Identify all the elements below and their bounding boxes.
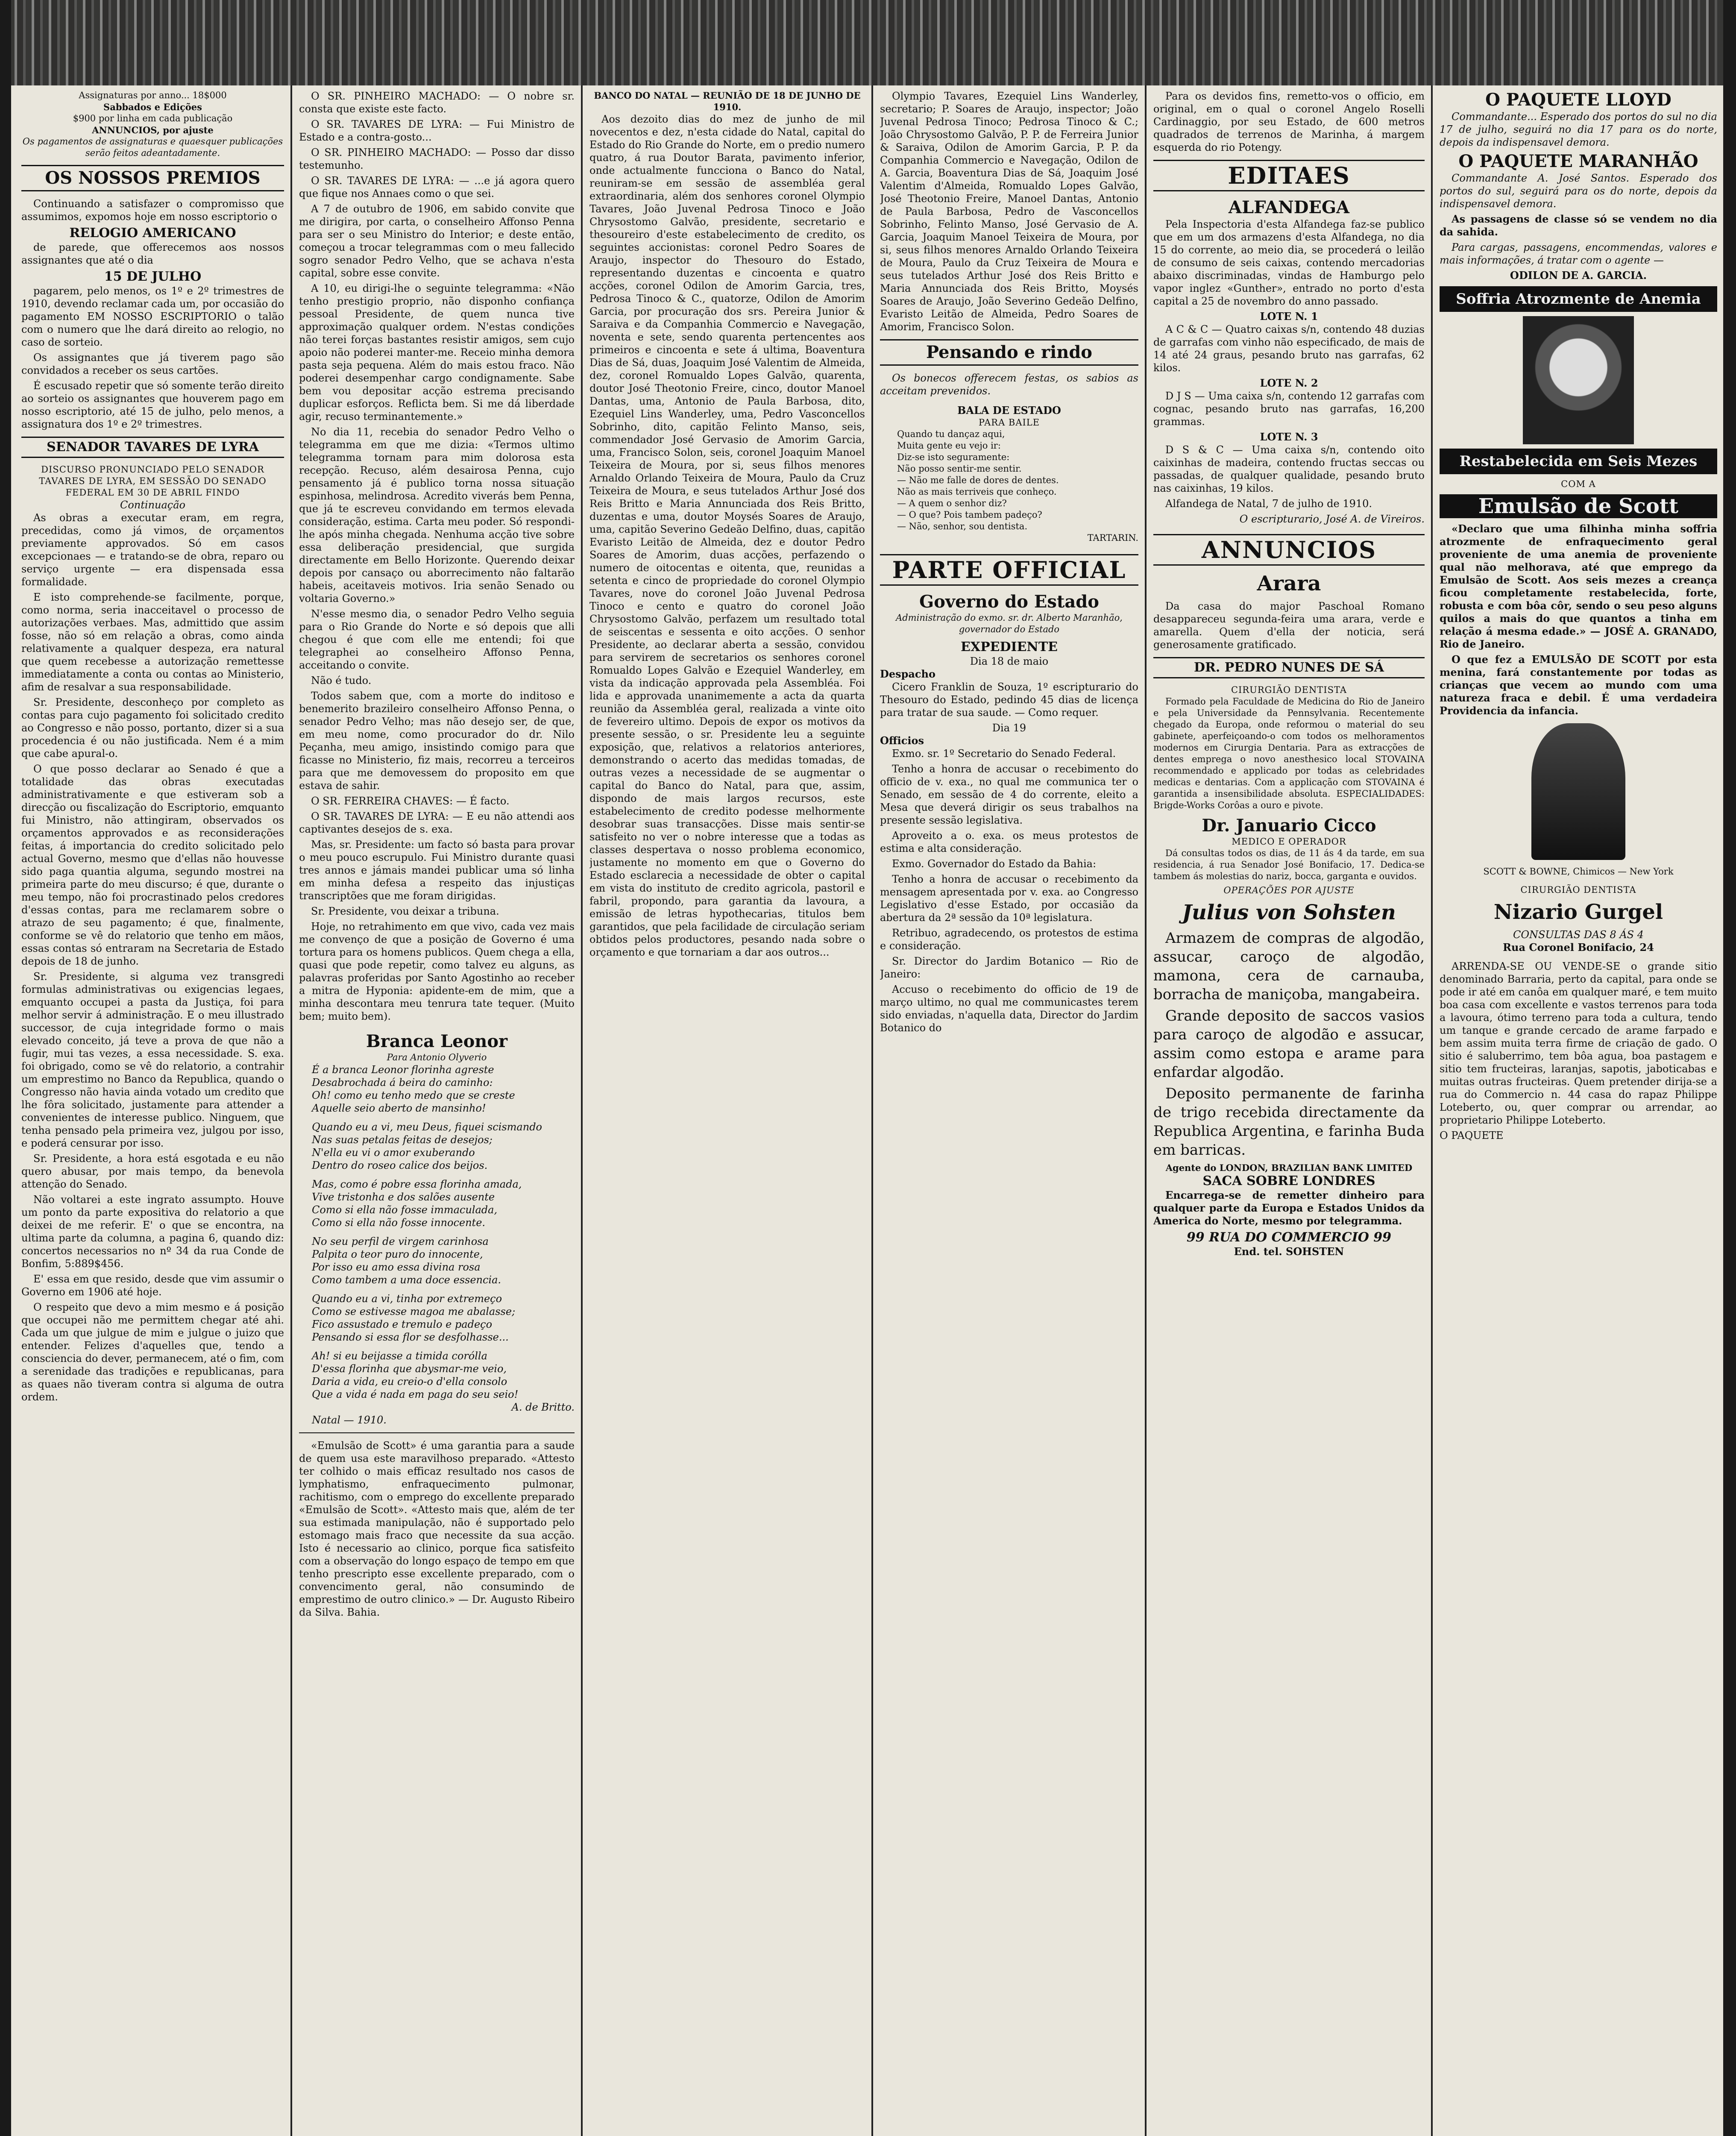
gurgel-address: Rua Coronel Bonifacio, 24 [1503, 941, 1654, 954]
emulsion-banner: Soffria Atrozmente de Anemia [1440, 286, 1717, 312]
column-4 [880, 90, 1138, 2136]
paquete-text: Commandante A. José Santos. Esperado dos portos do sul, seguirá para os do norte, depois da indispensavel demora. [1440, 172, 1717, 210]
expediente-title: EXPEDIENTE [960, 640, 1058, 654]
lot-label: LOTE N. 1 [1260, 310, 1318, 323]
subscription-line-3: $900 por linha em cada publicação [73, 113, 233, 123]
poem-line: Ah! si eu beijasse a timida corólla [312, 1350, 487, 1362]
poem-line: É a branca Leonor florinha agreste [312, 1064, 494, 1076]
agent-line: Agente do LONDON, BRAZILIAN BANK LIMITED [1165, 1162, 1413, 1173]
minutes-header: BANCO DO NATAL — REUNIÃO DE 18 DE JUNHO DE 1910. [594, 90, 861, 112]
bala-line: — O que? Pois tambem padeço? [897, 510, 1042, 520]
paragraph: O SR. PINHEIRO MACHADO: — Posso dar disso testemunho. [299, 147, 575, 171]
paragraph: N'esse mesmo dia, o senador Pedro Velho seguia para o Rio Grande do Norte e só depois que alli chegou é que com elle me entendi; foi que telegraphei ao conselheiro Affonso Penna, acceitando o convite. [299, 608, 575, 671]
poem-line: Palpita o teor puro do innocente, [312, 1248, 483, 1260]
poem-line: Fico assustado e tremulo e padeço [312, 1318, 493, 1330]
scan-border-right [1723, 0, 1736, 2136]
poem-line: Pensando si essa flor se desfolhasse... [312, 1331, 509, 1343]
date-label: Dia 19 [992, 722, 1026, 734]
column-rule [581, 85, 583, 2136]
poem-line: Quando eu a vi, meu Deus, fiquei scismando [312, 1121, 542, 1133]
telegraph-address: End. tel. SOHSTEN [1234, 1245, 1344, 1258]
premios-text: Continuando a satisfazer o compromisso que assumimos, expomos hoje em nosso escriptorio o [21, 198, 284, 223]
poem-line: No seu perfil de virgem carinhosa [312, 1235, 489, 1247]
operacoes-line: OPERAÇÕES POR AJUSTE [1223, 885, 1355, 895]
arrenda-ad: ARRENDA-SE OU VENDE-SE o grande sitio denominado Barraria, perto da capital, para onde se pode ir até em canôa em qualquer maré, e tem muito boa casa com excellente e vastos terrenos para toda a lavoura, ótimo terreno para toda a cultura, tendo um tanque e grande cercado de arame farpado e bem assim muita terra firme de criação de gado. O sitio é saluberrimo, tem bôa agua, boa pastagem e sitio tem fructeiras, laranjas, sapotis, jaboticabas e muitas outras fructeiras. Quem pretender dirija-se a rua do Commercio n. 44 casa do rapaz Philippe Loteberto, ou, quer comprar ou arrendar, ao proprietario Philippe Loteberto. [1440, 960, 1717, 1126]
premios-title: OS NOSSOS PREMIOS [45, 168, 261, 188]
poem-body [299, 1063, 575, 1426]
julius-item: Deposito permanente de farinha de trigo recebida directamente da Republica Argentina, e farinha Buda em barricas. [1153, 1085, 1425, 1159]
bala-title: BALA DE ESTADO [957, 404, 1061, 417]
paragraph: Mas, sr. Presidente: um facto só basta para provar o meu pouco escrupulo. Fui Ministro durante quasi tres annos e jámais mandei publicar uma só linha em minha defesa a respeito das injustiças transcriptões que me foram dirigidas. [299, 839, 575, 902]
arara-title: Arara [1257, 572, 1321, 596]
extra-text-2: É escusado repetir que só somente terão direito ao sorteio os assignantes que houverem pago em nosso escriptorio, até 15 de julho, pelo menos, a assignatura dos 1º e 2º trimestres. [21, 380, 284, 430]
arara-text: Da casa do major Paschoal Romano desappareceu segunda-feira uma arara, verde e amarella. Quem d'ella der noticia, será generosamente gratificado. [1153, 600, 1425, 651]
relogio-title: RELOGIO AMERICANO [69, 226, 236, 241]
officio-paragraph: Accuso o recebimento do officio de 19 de março ultimo, no qual me communicastes terem sido enviadas, n'aquella data, Director do Jardim Botanico do [880, 983, 1138, 1034]
officio-paragraph: Exmo. Governador do Estado da Bahia: [892, 858, 1097, 870]
newspaper-masthead-band [0, 0, 1736, 85]
bala-line: Quando tu dançaz aqui, [897, 429, 1005, 439]
administration-line: Administração do exmo. sr. dr. Alberto Maranhão, governador do Estado [896, 613, 1123, 634]
dentist-text: Formado pela Faculdade de Medicina do Rio de Janeiro e pela Universidade da Pennsylvania. Recentemente chegado da Europa, onde reformou o material do seu gabinete, aperfeiçoando-o com todos os melhoramentos modernos em Cirurgia Dentaria. Para as extracções de dentes emprega o novo anesthesico local STOVAINA recommendado e applicado por todas as celebridades medicas e dentarias. Com a applicação com STOVAINA é garantida a insensibilidade absoluta. ESPECIALIDADES: Brigde-Works Corôas a ouro e pivote. [1153, 696, 1425, 810]
bala-line: — Não, senhor, sou dentista. [897, 521, 1028, 531]
paragraph: E' essa em que resido, desde que vim assumir o Governo em 1906 até hoje. [21, 1273, 284, 1298]
date-label: Dia 18 de maio [970, 655, 1049, 667]
alfandega-text: Pela Inspectoria d'esta Alfandega faz-se publico que em um dos armazens d'esta Alfandega, no dia 15 do corrente, ao meio dia, se procederá o leilão de consumo de seis caixas, contendo mercadorias abaixo discriminadas, vindas de Hamburgo pelo vapor inglez «Gunther», entrado no porto d'esta capital a 25 de novembro do anno passado. [1153, 218, 1425, 307]
poem-line: D'essa florinha que abysmar-me veio, [312, 1363, 507, 1375]
emulsion-brand: Emulsão de Scott [1440, 494, 1717, 518]
officio-paragraph: Retribuo, agradecendo, os protestos de estima e consideração. [880, 927, 1138, 952]
poem-signature: A. de Britto. [511, 1401, 575, 1413]
cicco-role: MEDICO E OPERADOR [1232, 836, 1346, 847]
section-title: SENADOR TAVARES DE LYRA [47, 440, 259, 455]
speech-heading: DISCURSO PRONUNCIADO PELO SENADOR TAVARES DE LYRA, EM SESSÃO DO SENADO FEDERAL EM 30 DE ABRIL FINDO [39, 464, 267, 498]
parte-official-title: PARTE OFFICIAL [892, 556, 1126, 584]
paragraph: Não é tudo. [311, 675, 372, 687]
officio-paragraph: Tenho a honra de accusar o recebimento do officio de v. exa., no qual me communica ter o Senado, em sessão de 4 do corrente, eleito a Mesa que deverá dirigir os seus trabalhos na presente sessão legislativa. [880, 763, 1138, 826]
poem-dedication: Para Antonio Olyverio [387, 1052, 487, 1062]
lot-label: LOTE N. 2 [1260, 377, 1318, 389]
paquete-text: Commandante... Esperado dos portos do sul no dia 17 de julho, seguirá no dia 17 para os do norte, depois da indispensavel demora. [1440, 111, 1717, 148]
editaes-title: EDITAES [1228, 162, 1350, 189]
paragraph: O SR. TAVARES DE LYRA: — Fui Ministro de Estado e a contra-gosto... [299, 118, 575, 143]
poem-line: Aquelle seio aberto de mansinho! [312, 1102, 486, 1114]
paragraph: O SR. TAVARES DE LYRA: — E eu não attendi aos captivantes desejos de s. exa. [299, 810, 575, 835]
girl-portrait-illustration [1523, 316, 1634, 444]
paragraph: O respeito que devo a mim mesmo e á posição que occupei não me permittem chegar até ahi. Cada um que julgue de mim e julgue o juizo que entender. Felizes d'aquelles que, tendo a consciencia do dever, permanecem, até o fim, com a serenidade das tradições e republicanas, para as quaes não tiveram contra si alguma de outra ordem. [21, 1301, 284, 1403]
julius-title: Julius von Sohsten [1182, 901, 1396, 924]
paragraph: Para os devidos fins, remetto-vos o officio, em original, em o qual o coronel Angelo Roselli Cardinaggio, por seu Estado, de 600 metros quadrados de terrenos de Marinha, á margem esquerda do rio Potengy. [1153, 90, 1425, 153]
officio-paragraph: Tenho a honra de accusar o recebimento da mensagem apresentada por v. exa. ao Congresso Legislativo d'esse Estado, por occasião da abertura da 2ª sessão da 10ª legislatura. [880, 873, 1138, 924]
scott-testimonial: «Emulsão de Scott» é uma garantia para a saude de quem usa este maravilhoso preparado. «Attesto ter colhido o mais efficaz resultado nos casos de lymphatismo, enfraquecimento pulmonar, rachitismo, com o emprego do excellente preparado «Emulsão de Scott». «Attesto mais que, além de ter sua estimada manipulação, não é supportado pelo estomago mais fraco que necessite da sua acção. Isto é necessario ao clinico, porque fica satisfeito com a observação do longo espaço de tempo em que tenho prescripto esse excellente preparado, com o convencimento geral, não consumindo de emprestimo de outro clinico.» — Dr. Augusto Ribeiro da Silva. Bahia. [299, 1440, 575, 1618]
alfandega-title: ALFANDEGA [1228, 197, 1350, 217]
paragraph: Sr. Presidente, desconheço por completo as contas para cujo pagamento foi solicitado credito ao Congresso e não posso, portanto, dizer si a sua procedencia é ou não justificada. Nem é a mim que cabe apural-o. [21, 696, 284, 760]
governo-title: Governo do Estado [919, 592, 1099, 612]
column-rule [290, 85, 292, 2136]
bala-line: Não as mais terriveis que conheço. [897, 487, 1057, 497]
scan-border-left [0, 0, 11, 2136]
poem-line: Como si ella não fosse innocente. [312, 1217, 486, 1229]
bala-line: Muita gente eu vejo ir: [897, 440, 1001, 451]
escripturario-signature: O escripturario, José A. de Vireiros. [1239, 513, 1425, 525]
passagens-note: As passagens de classe só se vendem no dia da sahida. [1440, 213, 1717, 238]
julius-item: Armazem de compras de algodão, assucar, caroço de algodão, mamona, cera de carnauba, borracha de maniçoba, mangabeira. [1153, 930, 1425, 1003]
subscription-line-4: ANNUNCIOS, por ajuste [92, 125, 214, 135]
relogio-text: de parede, que offerecemos aos nossos assignantes que até o dia [21, 241, 284, 266]
lot-text: A C & C — Quatro caixas s/n, contendo 48 duzias de garrafas com vinho não especificado, de mais de 14 até 24 graus, pesando bruto nas garrafas, 62 kilos. [1153, 323, 1425, 374]
poem-title: Branca Leonor [366, 1031, 508, 1051]
cicco-name: Dr. Januario Cicco [1202, 816, 1376, 836]
paragraph: O SR. TAVARES DE LYRA: — ...e já agora quero que fique nos Annaes como o que sei. [299, 175, 575, 200]
bala-line: — A quem o senhor diz? [897, 498, 1007, 508]
column-rule [1431, 85, 1433, 2136]
poem-line: Que a vida é nada em paga do seu seio! [312, 1388, 519, 1400]
paragraph: Todos sabem que, com a morte do inditoso e benemerito brazileiro conselheiro Affonso Penna, o senador Pedro Velho; mas não desejo ser, de que, em meu nome, como procurador do dr. Nilo Peçanha, meu amigo, insistindo comigo para que ficasse no Ministerio, fiz mais, recorreu a terceiros para que me demovessem do proposito em que estava de sahir. [299, 690, 575, 792]
poem-line: Mas, como é pobre essa florinha amada, [312, 1178, 522, 1190]
gurgel-role: CIRURGIÃO DENTISTA [1520, 885, 1636, 895]
pensando-title: Pensando e rindo [926, 342, 1092, 362]
payment-text: pagarem, pelo menos, os 1º e 2º trimestres de 1910, devendo reclamar cada um, por occasião do pagamento EM NOSSO ESCRIPTORIO o talão com o numero que lhe dará direito ao relogio, no caso de sorteio. [21, 285, 284, 348]
officios-title: Officios [880, 734, 924, 747]
paragraph: Sr. Presidente, si alguma vez transgredi formulas administrativas ou exigencias legaes, emquanto occupei a pasta da Justiça, foi para melhor servir á administração. E o meu illustrado successor, de cuja integridade formo o mais elevado conceito, já teve a prova de que não a fugir, mui tas vezes, a essa necessidade. S. exa. foi obrigado, como se vê do relatorio, a contrahir um emprestimo no Banco da Republica, quando o Congresso não havia ainda votado um credito que lhe fôra solicitado, justamente para attender a convenientes de interesse publico. Ninguem, que tenha pensado pela primeira vez, julgou por isso, e poderá censurar por isso. [21, 971, 284, 1149]
saca-text: Encarrega-se de remetter dinheiro para qualquer parte da Europa e Estados Unidos da America do Norte, mesmo por telegramma. [1153, 1189, 1425, 1227]
paragraph: Olympio Tavares, Ezequiel Lins Wanderley, secretario; P. Soares de Araujo, inspector; João Juvenal Pedrosa Tinoco; Pedrosa Tinoco & C.; João Chrysostomo Galvão, P. P. de Ferreira Junior & Saraiva, Odilon de Amorim Garcia, P. P. da Companhia Commercio e Navegação, Odilon de A. Garcia, Boaventura Dias de Sá, Joaquim José Valentim d'Almeida, Romualdo Lopes Galvão, José Theotonio Freire, Manoel Dantas, Antonio de Paula Barbosa, Pedro de Vasconcellos Sobrinho, Felinto Manso, José Gervasio de A. Garcia, Joaquim Manoel Teixeira de Moura, por si, seus filhos menores Arnaldo Orlando Teixeira de Moura, Paulo da Cruz Teixeira de Moura e seus tutelados Arthur José dos Reis Britto e Maria Annunciada dos Reis Britto, Moysés Soares de Araujo, João Severino Gedeão Delfino, Evaristo Leitão de Almeida, Pedro Soares de Amorim, Francisco Solon. [880, 90, 1138, 333]
column-3 [589, 90, 865, 2136]
column-6 [1440, 90, 1717, 2136]
poem-line: Dentro do roseo calice dos beijos. [312, 1159, 488, 1171]
column-1 [21, 90, 284, 2136]
despacho-title: Despacho [880, 668, 935, 680]
paragraph: Não voltarei a este ingrato assumpto. Houve um ponto da parte expositiva do relatorio a que deixei de me referir. E' o que se encontra, na ultima parte da columna, a pagina 6, quando diz: concertos necessarios no nº 34 da rua Conde de Bonfim, 5:889$456. [21, 1194, 284, 1270]
poem-line: Daria a vida, eu creio-o d'ella consolo [312, 1376, 507, 1388]
bala-line: Não posso sentir-me sentir. [897, 464, 1022, 474]
paquete-title: O PAQUETE MARANHÃO [1458, 151, 1698, 171]
emulsion-claim: O que fez a EMULSÃO DE SCOTT por esta menina, fará constantemente por todas as crianças que vecem ao mundo com uma natureza fraca e debil. É uma verdadeira Providencia da infancia. [1440, 653, 1717, 717]
paragraph: O SR. FERREIRA CHAVES: — É facto. [311, 795, 510, 807]
annuncios-title: ANNUNCIOS [1201, 536, 1377, 563]
cicco-text: Dá consultas todos os dias, de 11 ás 4 da tarde, em sua residencia, á rua Senador José Bonifacio, 17. Dedica-se tambem ás molestias do nariz, bocca, garganta e ouvidos. [1153, 848, 1425, 881]
gurgel-hours: CONSULTAS DAS 8 ÁS 4 [1513, 929, 1644, 941]
pensando-intro: Os bonecos offerecem festas, os sabios as acceitam prevenidos. [880, 372, 1138, 397]
fisherman-trademark-illustration [1531, 723, 1625, 860]
emulsion-testimonial: «Declaro que uma filhinha minha soffria atrozmente de enfraquecimento geral proveniente de uma anemia de proveniente qual não melhorava, até que emprego da Emulsão de Scott. Aos seis mezes a creança ficou completamente restabelecida, forte, robusta e com bôa côr, sendo o seu peso alguns quilos a mais do que quantos a tinha em relação á mesma edade.» — JOSÉ A. GRANADO, Rio de Janeiro. [1440, 522, 1717, 650]
alfandega-date: Alfandega de Natal, 7 de julho de 1910. [1165, 498, 1372, 510]
despacho-text: Cicero Franklin de Souza, 1º escripturario do Thesouro do Estado, pedindo 45 dias de licença para tratar de sua saude. — Como requer. [880, 681, 1138, 719]
poem-line: Quando eu a vi, tinha por extremeço [312, 1293, 502, 1305]
poem-line: Vive tristonha e dos salões ausente [312, 1191, 495, 1203]
bala-verse [880, 428, 1138, 532]
column-2 [299, 90, 575, 2136]
lot-text: D S & C — Uma caixa s/n, contendo oito caixinhas de madeira, contendo fructas seccas ou passadas, de qualquer qualidade, pesando bruto nas caixinhas, 19 kilos. [1153, 444, 1425, 494]
bala-signature: TARTARIN. [1087, 533, 1138, 543]
paragraph: Sr. Presidente, vou deixar a tribuna. [311, 905, 499, 917]
paquete-footer: O PAQUETE [1440, 1130, 1504, 1141]
column-rule [871, 85, 873, 2136]
scott-bowne-line: SCOTT & BOWNE, Chimicos — New York [1483, 866, 1674, 877]
poem-line: N'ella eu vi o amor exuberando [312, 1147, 475, 1159]
officio-paragraph: Exmo. sr. 1º Secretario do Senado Federal. [892, 748, 1116, 760]
paquete-title: O PAQUETE LLOYD [1485, 90, 1671, 110]
officio-paragraph: Aproveito a o. exa. os meus protestos de estima e alta consideração. [880, 830, 1138, 854]
agent-signature: ODILON DE A. GARCIA. [1510, 269, 1647, 282]
poem-line: Nas suas petalas feitas de desejos; [312, 1134, 493, 1146]
lot-text: D J S — Uma caixa s/n, contendo 12 garrafas com cognac, pesando bruto nas garrafas, 16,200 grammas. [1153, 390, 1425, 428]
extra-text-1: Os assignantes que já tiverem pago são convidados a receber os seus cartões. [21, 352, 284, 376]
cargas-note: Para cargas, passagens, encommendas, valores e mais informações, á tratar com o agente — [1440, 241, 1717, 266]
bala-line: Diz-se isto seguramente: [897, 452, 1010, 462]
bala-line: — Não me falle de dores de dentes. [897, 475, 1059, 485]
paragraph: E isto comprehende-se facilmente, porque, como norma, seria inacceitavel o processo de autorizações verbaes. Mas, admittido que assim fosse, não só em relação a obras, como ainda relativamente a qualquer despeza, era natural que quem recebesse a autorização remettesse immediatamente a conta ou contas ao Ministerio, afim de resalvar a sua responsabilidade. [21, 591, 284, 693]
julius-address: 99 RUA DO COMMERCIO 99 [1186, 1230, 1392, 1245]
subscription-line-5: Os pagamentos de assignaturas e quaesquer publicações serão feitos adeantadamente. [22, 136, 283, 158]
poem-place-date: Natal — 1910. [312, 1414, 387, 1426]
paragraph: No dia 11, recebia do senador Pedro Velho o telegramma em que me dizia: «Termos ultimo telegramma tornam para mim dolorosa esta recepção. Recuso, além desairosa Penna, cujo pensamento já é publico torna nossa situação espinhosa, melindrosa. Acredito viverás bem Penna, que já te escreveu convidando em termos elevada consideração, estima. Carta meu poder. Só respondi-lhe após minha chegada. Nenhuma acção tive sobre essa deliberação presidencial, que surgida directamente em Bello Horizonte. Querendo deixar depois por cansaço ou aborrecimento não faltarão habeis, aceitaveis motivos. Iria senão Senado ou voltaria Governo.» [299, 426, 575, 604]
paragraph: A 10, eu dirigi-lhe o seguinte telegramma: «Não tenho prestigio proprio, não disponho confiança pessoal Presidente, de quem nunca tive approximação qualquer ordem. N'estas condições não terei forças bastantes resistir amigos, sem cujo apoio não poderei manter-me. Receio minha demora pasta seja pequena. Além do mais estou fraco. Não poderei desempenhar cargo condignamente. Sabe bem vou depositar acção estrema precisando duplicar esforços. Reflicta bem. Si me dá liberdade agir, recuso terminantemente.» [299, 282, 575, 423]
emulsion-with: COM A [1561, 479, 1596, 489]
column-rule [1145, 85, 1147, 2136]
paragraph: Hoje, no retrahimento em que vivo, cada vez mais me convenço de que a posição de Governo é uma tortura para os homens publicos. Quem chega a ella, quasi que pode repetir, como talvez eu alguns, as palavras proferidas por Santo Agostinho ao receber a mitra de Hyponia: apidente-em de mim, que a minha descontara meu tenrura tate tequer. (Muito bem; muito bem). [299, 921, 575, 1022]
subscription-line-2: Sabbados e Edições [103, 102, 202, 112]
gurgel-name: Nizario Gurgel [1493, 900, 1663, 924]
dentist-role: CIRURGIÃO DENTISTA [1231, 685, 1347, 695]
continuation-label: Continuação [120, 499, 185, 511]
bala-subtitle: PARA BAILE [978, 417, 1040, 428]
emulsion-banner: Restabelecida em Seis Mezes [1440, 449, 1717, 474]
poem-line: Como se estivesse magoa me abalasse; [312, 1306, 516, 1317]
poem-line: Por isso eu amo essa divina rosa [312, 1261, 481, 1273]
paragraph: O que posso declarar ao Senado é que a totalidade das obras executadas administrativamente e que estiveram sob a direcção ou fiscalização do Escriptorio, emquanto fui Ministro, não attingiram, observados os orçamentos approvados e as reconsiderações feitas, á importancia do credito solicitado pelo actual Governo, mesmo que d'ellas não houvesse sido paga quantia alguma, segundo mostrei na primeira parte do meu discurso; é que, durante o meu tempo, não foi procrastinado pelos credores d'essas contas, para me reclamarem sobre o atrazo de seu pagamento; é que, finalmente, conforme se vê do relatorio que tenho em mãos, essas contas só entraram na Secretaria de Estado depois de 18 de junho. [21, 763, 284, 967]
poem-line: Como tambem a uma doce essencia. [312, 1274, 501, 1286]
julius-item: Grande deposito de saccos vasios para caroço de algodão e assucar, assim como estopa e arame para enfardar algodão. [1153, 1007, 1425, 1081]
paragraph: Aos dezoito dias do mez de junho de mil novecentos e dez, n'esta cidade do Natal, capital do Estado do Rio Grande do Norte, em o predio numero quatro, á rua Doutor Barata, pavimento inferior, onde actualmente funcciona o Banco do Natal, reuniram-se em sessão de assembléa geral extraordinaria, além dos senhores coronel Olympio Tavares, João Juvenal Pedrosa Tinoco e João Chrysostomo Galvão, presidente, secretario e thesoureiro d'este estabelecimento de credito, os seguintes accionistas: coronel Pedro Soares de Araujo, inspector do Thesouro do Estado, representando duzentas e cincoenta e quatro acções, coronel Odilon de Amorim Garcia, tres, Pedrosa Tinoco & C., quatorze, Odilon de Amorim Garcia, por procuração dos srs. Pereira Junior & Saraiva e da Companhia Commercio e Navegação, noventa e sete, sendo quarenta pertencentes aos primeiros e cincoenta e sete á ultima, Boaventura Dias de Sá, duas, Joaquim José Valentim de Almeida, dez, coronel Romualdo Lopes Galvão, quarenta, doutor José Theotonio Freire, cinco, doutor Manoel Dantas, uma, Antonio de Paula Barbosa, dito, Ezequiel Lins Wanderley, uma, Pedro Vasconcellos Sobrinho, dito, capitão Felinto Manso, seis, commendador José Gervasio de Amorim Garcia, uma, Francisco Solon, seis, coronel Joaquim Manoel Teixeira de Moura, por si, seus filhos menores Arnaldo Orlando Teixeira de Moura, Paulo da Cruz Teixeira de Moura, e seus tutelados Arthur José dos Reis Britto e Maria Annunciada dos Reis Britto, duzentas e uma, doutor Moysés Soares de Araujo, uma, capitão Severino Gedeão Delfino, duas, capitão Evaristo Leitão de Almeida, dez e doutor Pedro Soares de Amorim, duas acções, perfazendo o numero de oitocentas e oitenta, que, reunidas a setenta e cinco de propriedade do coronel Olympio Tavares, nove do coronel João Juvenal Pedrosa Tinoco e cento e quatro do coronel João Chrysostomo Galvão, perfazem um resultado total de seiscentas e sessenta e oito acções. O senhor Presidente, ao declarar aberta a sessão, convidou para servirem de secretarios os senhores coronel Romualdo Lopes Galvão e Ezequiel Wanderley, em vista da indicação approvada pela Assembléa. Foi lida e approvada unanimemente a acta da quarta reunião da Assembléa geral, realizada a vinte oito de fevereiro ultimo. Depois de expor os motivos da presente sessão, o sr. Presidente leu a seguinte exposição, que, relativos a relatorios anteriores, demonstrando o acerto das medidas tomadas, de outras vezes a necessidade de se augmentar o capital do Banco do Natal, para que, assim, dispondo de mais largos recursos, este estabelecimento de credito podesse melhormente desobrar suas transacções. Disse mais sentir-se satisfeito no ver o nobre interesse que a todas as classes despertava o nosso problema economico, justamente no momento em que o Governo do Estado esclarecia a necessidade de obter o capital em vista do instituto de credito agricola, pastoril e fabril, propondo, para garantia da lavoura, a emissão de letras hypothecarias, titulos bem garantidos, que pela facilidade de circulação seriam obtidos pelos productores, pesando nada sobre o orçamento e que tornariam a dar aos outros... [589, 113, 865, 958]
column-5 [1153, 90, 1425, 2136]
poem-line: Desabrochada á beira do caminho: [312, 1077, 493, 1089]
saca-title: SACA SOBRE LONDRES [1202, 1174, 1375, 1188]
poem-line: Oh! como eu tenho medo que se creste [312, 1089, 515, 1101]
paragraph: A 7 de outubro de 1906, em sabido convite que me dirigira, por carta, o conselheiro Affonso Penna para ser o seu Ministro do Interior; e deste então, começou a trocar telegrammas com o meu fallecido sogro senador Pedro Velho, que se achava n'esta capital, sobre esse convite. [299, 203, 575, 279]
paragraph: O SR. PINHEIRO MACHADO: — O nobre sr. consta que existe este facto. [299, 90, 575, 115]
date-heading: 15 DE JULHO [104, 269, 202, 284]
lot-label: LOTE N. 3 [1260, 431, 1318, 443]
subscription-line-1: Assignaturas por anno... 18$000 [79, 90, 227, 100]
dentist-name: DR. PEDRO NUNES DE SÁ [1194, 660, 1384, 675]
officio-paragraph: Sr. Director do Jardim Botanico — Rio de Janeiro: [880, 955, 1138, 980]
paragraph: Sr. Presidente, a hora está esgotada e eu não quero abusar, por mais tempo, da benevola attenção do Senado. [21, 1153, 284, 1190]
poem-line: Como si ella não fosse immaculada, [312, 1204, 498, 1216]
paragraph: As obras a executar eram, em regra, precedidas, como já vimos, de orçamentos previamente approvados. Só em casos excepcionaes — e tratando-se de obra, reparo ou serviço urgente — era dispensada essa formalidade. [21, 512, 284, 588]
